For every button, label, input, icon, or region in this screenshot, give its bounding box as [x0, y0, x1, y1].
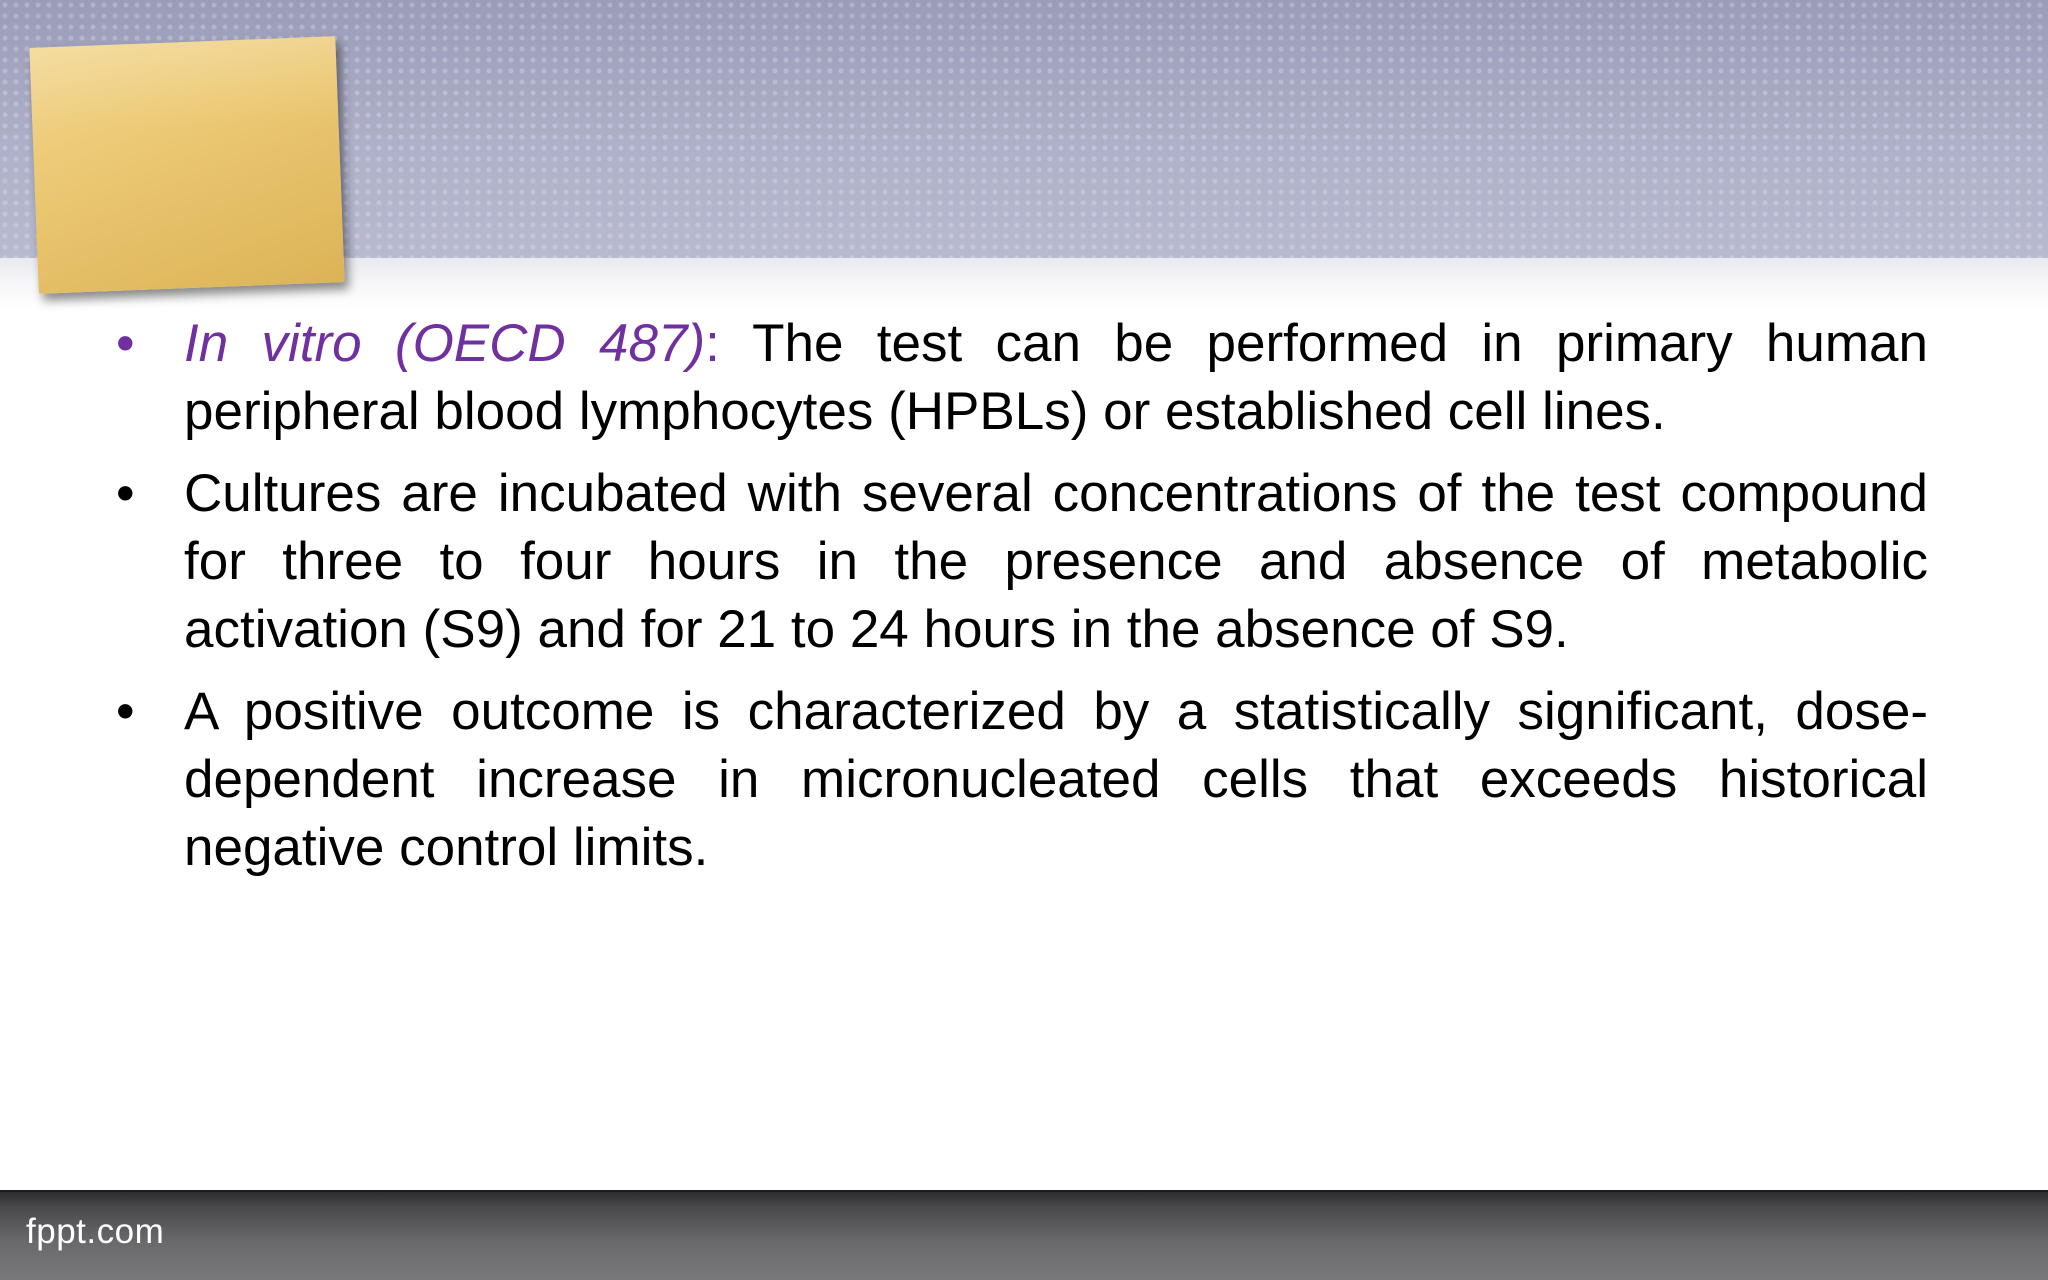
- bullet-separator: :: [705, 314, 720, 373]
- bullet-item: [112, 678, 1928, 882]
- bullet-lead: In vitro (OECD 487): [184, 314, 706, 373]
- bullet-text: Cultures are incubated with several concentrations of the test compound for three to four hours in the presence and absence of metabolic activation (S9) and for 21 to 24 hours in the absence of S9.: [184, 464, 1928, 659]
- sticky-note-decoration: [29, 36, 344, 294]
- bullet-dot: •: [116, 682, 135, 741]
- bullet-text: The test can be performed in primary human peripheral blood lymphocytes (HPBLs) or established cell lines.: [184, 314, 1928, 441]
- bullet-text: A positive outcome is characterized by a statistically significant, dose-dependent increase in micronucleated cells that exceeds historical negative control limits.: [184, 682, 1928, 877]
- bullet-dot: •: [116, 314, 135, 373]
- bullet-item: [112, 460, 1928, 664]
- bullet-dot: •: [116, 464, 135, 523]
- footer-brand: fppt.com: [26, 1212, 165, 1251]
- slide-content: [112, 310, 1928, 896]
- footer-band: [0, 1190, 2048, 1280]
- bullet-item: [112, 310, 1928, 446]
